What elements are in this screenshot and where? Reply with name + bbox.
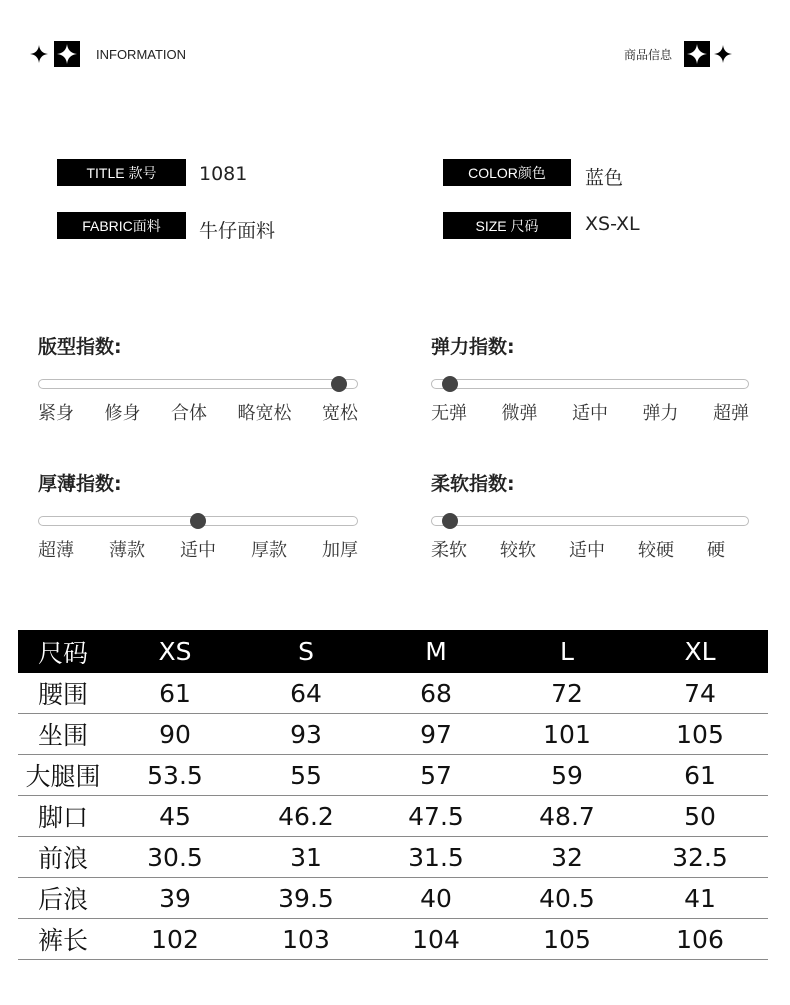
fit-slider [38,332,358,425]
stretch-slider-options [431,399,749,425]
stretch-slider-knob[interactable] [442,376,458,392]
table-cell: 53.5 [108,755,242,796]
table-cell: 50 [632,796,768,837]
table-cell: 39.5 [242,878,370,919]
table-cell: 97 [370,714,502,755]
table-row [18,714,768,755]
header-title-cn: 商品信息 [623,47,672,62]
header-cell: L [502,630,632,673]
table-cell: 55 [242,755,370,796]
header-cell: XS [108,630,242,673]
fit-option: 宽松 [322,403,358,424]
table-cell: 39 [108,878,242,919]
thickness-option: 适中 [180,540,216,561]
row-label: 脚口 [18,796,108,837]
row-label: 后浪 [18,878,108,919]
size-table [18,630,768,960]
thickness-slider-knob[interactable] [190,513,206,529]
thickness-option: 厚款 [251,540,287,561]
stretch-slider [431,332,749,425]
header-title-en: INFORMATION [96,46,187,62]
header-cell: M [370,630,502,673]
table-row [18,673,768,714]
table-cell: 74 [632,673,768,714]
table-row [18,878,768,919]
table-cell: 64 [242,673,370,714]
table-cell: 61 [108,673,242,714]
table-cell: 57 [370,755,502,796]
stretch-option: 微弹 [501,403,538,424]
table-cell: 41 [632,878,768,919]
row-label: 腰围 [18,673,108,714]
stretch-option: 超弹 [713,403,749,424]
thickness-option: 薄款 [109,540,145,561]
stretch-option: 无弹 [431,403,467,424]
color-value: 蓝色 [585,167,624,189]
softness-option: 硬 [707,540,725,561]
stretch-slider-title: 弹力指数: [431,336,515,358]
table-cell: 32.5 [632,837,768,878]
stretch-slider-track [431,379,749,389]
table-cell: 40.5 [502,878,632,919]
table-cell: 93 [242,714,370,755]
softness-slider-title: 柔软指数: [431,473,515,495]
fit-option: 紧身 [38,403,74,424]
table-cell: 61 [632,755,768,796]
row-label: 坐围 [18,714,108,755]
softness-option: 较软 [500,540,536,561]
header-cell: S [242,630,370,673]
size-table-header [18,630,768,673]
softness-slider-knob[interactable] [442,513,458,529]
title-tag: TITLE 款号 [57,159,186,186]
softness-slider-options [431,536,749,562]
table-cell: 31 [242,837,370,878]
stretch-option: 弹力 [642,403,679,424]
thickness-slider [38,469,358,562]
table-cell: 105 [632,714,768,755]
table-row [18,837,768,878]
fit-slider-options [38,399,358,425]
table-cell: 48.7 [502,796,632,837]
table-cell: 47.5 [370,796,502,837]
color-tag: COLOR颜色 [443,159,571,186]
header-cell: XL [632,630,768,673]
table-cell: 31.5 [370,837,502,878]
table-row [18,919,768,960]
softness-option: 柔软 [431,540,467,561]
fit-option: 略宽松 [237,403,292,424]
table-cell: 40 [370,878,502,919]
thickness-option: 加厚 [322,540,358,561]
table-cell: 103 [242,919,370,960]
title-value: 1081 [199,163,248,185]
size-value: XS-XL [585,213,640,235]
table-cell: 68 [370,673,502,714]
softness-slider-track [431,516,749,526]
table-cell: 101 [502,714,632,755]
table-cell: 59 [502,755,632,796]
row-label: 前浪 [18,837,108,878]
fabric-tag: FABRIC面料 [57,212,186,239]
row-label: 裤长 [18,919,108,960]
fabric-value: 牛仔面料 [199,220,276,242]
thickness-slider-options [38,536,358,562]
thickness-slider-title: 厚薄指数: [38,473,122,495]
table-row [18,796,768,837]
size-tag: SIZE 尺码 [443,212,571,239]
table-cell: 102 [108,919,242,960]
fit-slider-knob[interactable] [331,376,347,392]
table-cell: 105 [502,919,632,960]
fit-option: 合体 [171,403,207,424]
fit-slider-title: 版型指数: [38,336,122,358]
softness-option: 较硬 [638,540,674,561]
table-cell: 32 [502,837,632,878]
softness-slider [431,469,749,562]
square-sparkle-icon [54,41,80,67]
table-cell: 45 [108,796,242,837]
row-label: 大腿围 [18,755,108,796]
header-left [30,38,186,70]
table-row [18,755,768,796]
table-cell: 106 [632,919,768,960]
header-right [624,38,732,70]
table-cell: 46.2 [242,796,370,837]
thickness-option: 超薄 [38,540,74,561]
table-cell: 90 [108,714,242,755]
softness-option: 适中 [569,540,605,561]
sparkle-icon [714,45,732,63]
header-cell: 尺码 [18,630,108,673]
table-cell: 30.5 [108,837,242,878]
sparkle-icon [30,45,48,63]
square-sparkle-icon [684,41,710,67]
table-cell: 104 [370,919,502,960]
fit-option: 修身 [104,403,141,424]
table-cell: 72 [502,673,632,714]
fit-slider-track [38,379,358,389]
stretch-option: 适中 [572,403,608,424]
